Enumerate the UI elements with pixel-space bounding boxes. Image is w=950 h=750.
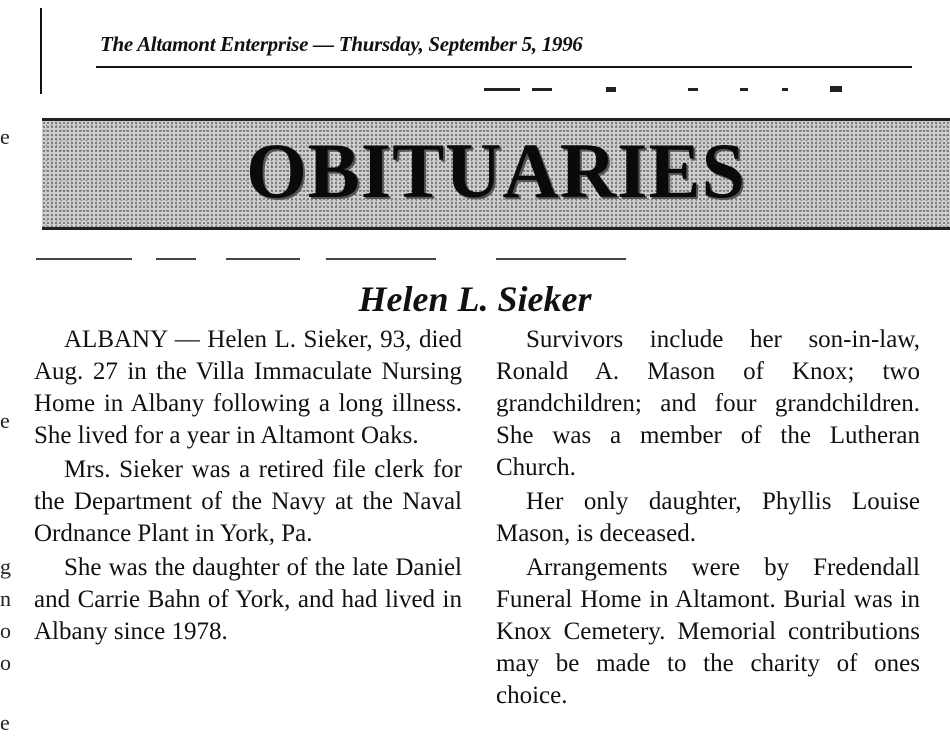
paragraph: Mrs. Sieker was a retired file clerk for the Department of the Navy at the Naval Ordnance Plant in York, Pa.	[34, 456, 462, 547]
column-divider-line	[40, 8, 42, 94]
paragraph: She was the daughter of the late Daniel and Carrie Bahn of York, and had lived in Albany since 1978.	[34, 554, 462, 645]
paragraph: Arrangements were by Fredendall Funeral Home in Altamont. Burial was in Knox Cemetery. Memorial contributions may be made to the charity of ones choice.	[496, 554, 920, 709]
article-left-column	[34, 324, 462, 650]
margin-fragment: e	[0, 710, 10, 735]
section-title: OBITUARIES	[246, 127, 746, 214]
margin-fragment: g	[0, 554, 11, 579]
paragraph: ALBANY — Helen L. Sieker, 93, died Aug. 27 in the Villa Immaculate Nursing Home in Albany following a long illness. She lived for a year in Altamont Oaks.	[34, 326, 462, 449]
previous-column-fragments	[0, 0, 12, 750]
article-title: Helen L. Sieker	[358, 279, 592, 319]
header-rule	[96, 66, 912, 68]
article-right-column	[496, 324, 920, 714]
newspaper-header: The Altamont Enterprise — Thursday, September 5, 1996	[100, 32, 583, 56]
header-dash-marks	[470, 86, 850, 94]
margin-fragment: n	[0, 586, 11, 611]
paragraph: Survivors include her son-in-law, Ronald A. Mason of Knox; two grandchildren; and four grandchildren. She was a member of the Lutheran Church.	[496, 326, 920, 481]
margin-fragment: e	[0, 124, 10, 149]
margin-fragment: o	[0, 650, 11, 675]
margin-fragment: o	[0, 618, 11, 643]
banner-underline-marks	[36, 252, 636, 266]
margin-fragment: e	[0, 408, 10, 433]
paragraph: Her only daughter, Phyllis Louise Mason, is deceased.	[496, 488, 920, 547]
